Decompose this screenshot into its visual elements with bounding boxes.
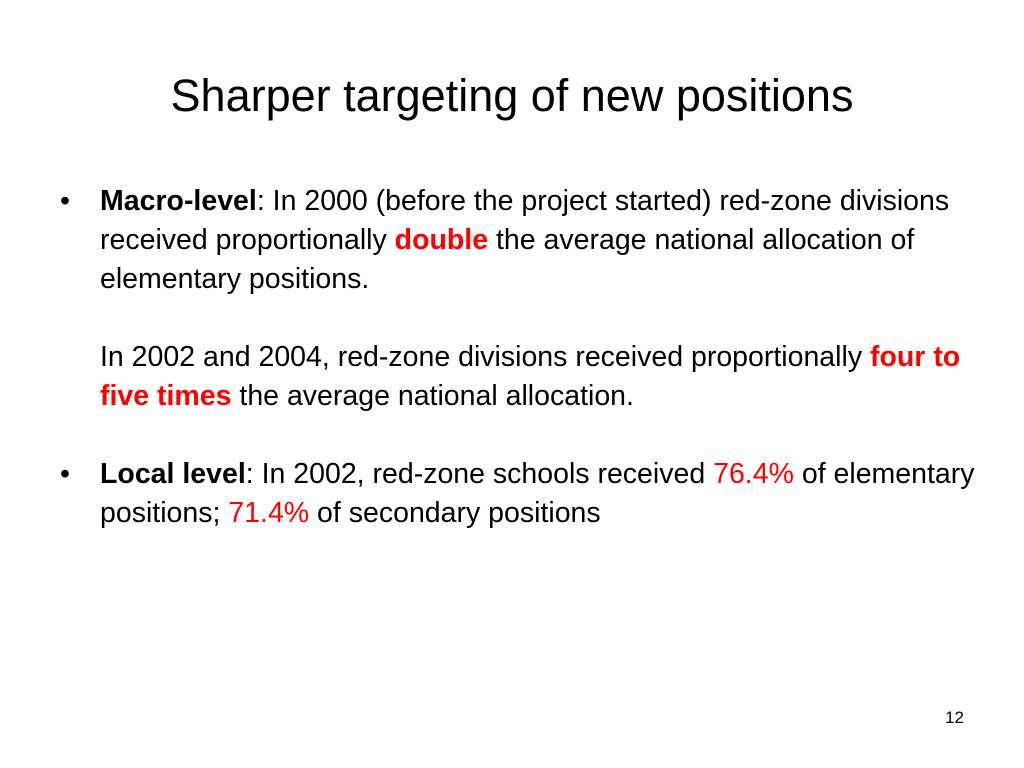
bullet-item-macro-level — [60, 182, 980, 416]
secondary-percentage: 71.4% — [228, 497, 310, 529]
followup-highlight: four to five times — [100, 341, 961, 412]
slide-number: 12 — [945, 708, 964, 727]
local-level-paragraph — [100, 455, 980, 533]
elementary-percentage: 76.4% — [713, 458, 794, 490]
macro-level-highlight: double — [394, 224, 489, 256]
bullet-icon: • — [60, 458, 70, 490]
bullet-item-local-level — [60, 455, 980, 533]
macro-level-paragraph — [100, 182, 980, 299]
local-level-label: Local level — [100, 458, 246, 490]
local-level-text-end: of secondary positions — [309, 497, 601, 529]
followup-text-end: the average national allocation. — [231, 380, 634, 412]
bullet-list — [60, 182, 980, 533]
followup-text: In 2002 and 2004, red-zone divisions received proportionally — [100, 341, 870, 373]
local-level-text-mid: of elementary positions; — [100, 458, 975, 529]
macro-level-label: Macro-level — [100, 185, 257, 217]
local-level-text: : In 2002, red-zone schools received — [245, 458, 714, 490]
slide-title: Sharper targeting of new positions — [170, 70, 854, 121]
macro-level-text: : In 2000 (before the project started) red-zone divisions received proportionally — [100, 185, 950, 256]
macro-level-followup-paragraph — [100, 338, 980, 416]
bullet-icon: • — [60, 185, 70, 217]
macro-level-text-end: the average national allocation of elementary positions. — [100, 224, 915, 295]
